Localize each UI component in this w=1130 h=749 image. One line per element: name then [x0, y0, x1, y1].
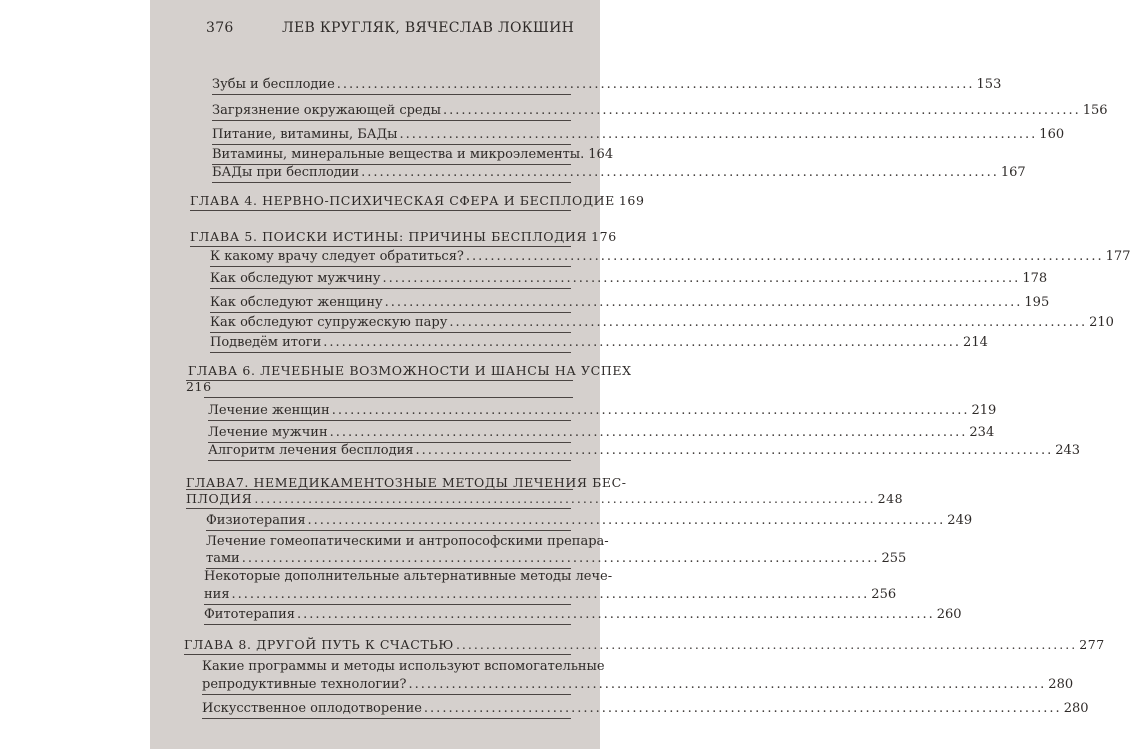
toc-entry: Загрязнение окружающей среды ........................................................................................................ 156 — [212, 102, 571, 121]
toc-entry: Питание, витамины, БАДы ........................................................................................................ 160 — [212, 126, 571, 145]
toc-entry-title: Некоторые дополнительные альтернативные методы лече- — [204, 569, 613, 584]
toc-entry: Зубы и бесплодие ........................................................................................................ 153 — [212, 76, 571, 95]
page-number: 376 — [206, 20, 234, 36]
toc-chapter: ПЛОДИЯ ........................................................................................................ 248 — [186, 490, 571, 509]
toc-chapter-title: ГЛАВА7. НЕМЕДИКАМЕНТОЗНЫЕ МЕТОДЫ ЛЕЧЕНИЯ БЕС- — [186, 475, 627, 490]
toc-entry: Как обследуют женщину ........................................................................................................ 195 — [210, 294, 571, 313]
toc-entry: Алгоритм лечения бесплодия ........................................................................................................ 243 — [208, 442, 571, 461]
toc-chapter-title: ГЛАВА 6. ЛЕЧЕБНЫЕ ВОЗМОЖНОСТИ И ШАНСЫ НА УСПЕХ — [188, 363, 632, 378]
toc-entry: БАДы при бесплодии ........................................................................................................ 167 — [212, 164, 571, 183]
toc-entry: Как обследуют мужчину ........................................................................................................ 178 — [210, 270, 571, 289]
toc-chapter-page: 216 — [186, 379, 212, 394]
toc-chapter: ГЛАВА 4. НЕРВНО-ПСИХИЧЕСКАЯ СФЕРА И БЕСПЛОДИЕ 169 — [190, 192, 571, 211]
toc-entry: Как обследуют супружескую пару ........................................................................................................ 210 — [210, 314, 571, 333]
toc-chapter: ГЛАВА 5. ПОИСКИ ИСТИНЫ: ПРИЧИНЫ БЕСПЛОДИЯ 176 — [190, 228, 571, 247]
toc-entry: Подведём итоги ........................................................................................................ 214 — [210, 334, 571, 353]
toc-entry-title: Лечение гомеопатическими и антропософскими препара- — [206, 534, 609, 549]
toc-entry: репродуктивные технологии? ........................................................................................................ 280 — [202, 676, 571, 695]
toc-entry: Физиотерапия ........................................................................................................ 249 — [206, 512, 571, 531]
toc-entry: ния ........................................................................................................ 256 — [204, 586, 571, 605]
book-page — [150, 0, 1130, 749]
underline — [186, 380, 573, 381]
underline — [204, 397, 573, 398]
toc-entry: Искусственное оплодотворение ........................................................................................................ 280 — [202, 700, 571, 719]
toc-chapter: ГЛАВА 8. ДРУГОЙ ПУТЬ К СЧАСТЬЮ ........................................................................................................ 277 — [184, 636, 571, 655]
toc-entry: Лечение мужчин ........................................................................................................ 234 — [208, 424, 571, 443]
toc-entry: Фитотерапия ........................................................................................................ 260 — [204, 606, 571, 625]
toc-entry: Витамины, минеральные вещества и микроэлементы. 164 — [212, 146, 571, 165]
toc-entry-title: Какие программы и методы используют вспомогательные — [202, 659, 605, 674]
running-header-authors: ЛЕВ КРУГЛЯК, ВЯЧЕСЛАВ ЛОКШИН — [282, 20, 575, 36]
toc-entry: тами ........................................................................................................ 255 — [206, 550, 571, 569]
toc-entry: К какому врачу следует обратиться? ........................................................................................................ 177 — [210, 248, 571, 267]
toc-entry: Лечение женщин ........................................................................................................ 219 — [208, 402, 571, 421]
